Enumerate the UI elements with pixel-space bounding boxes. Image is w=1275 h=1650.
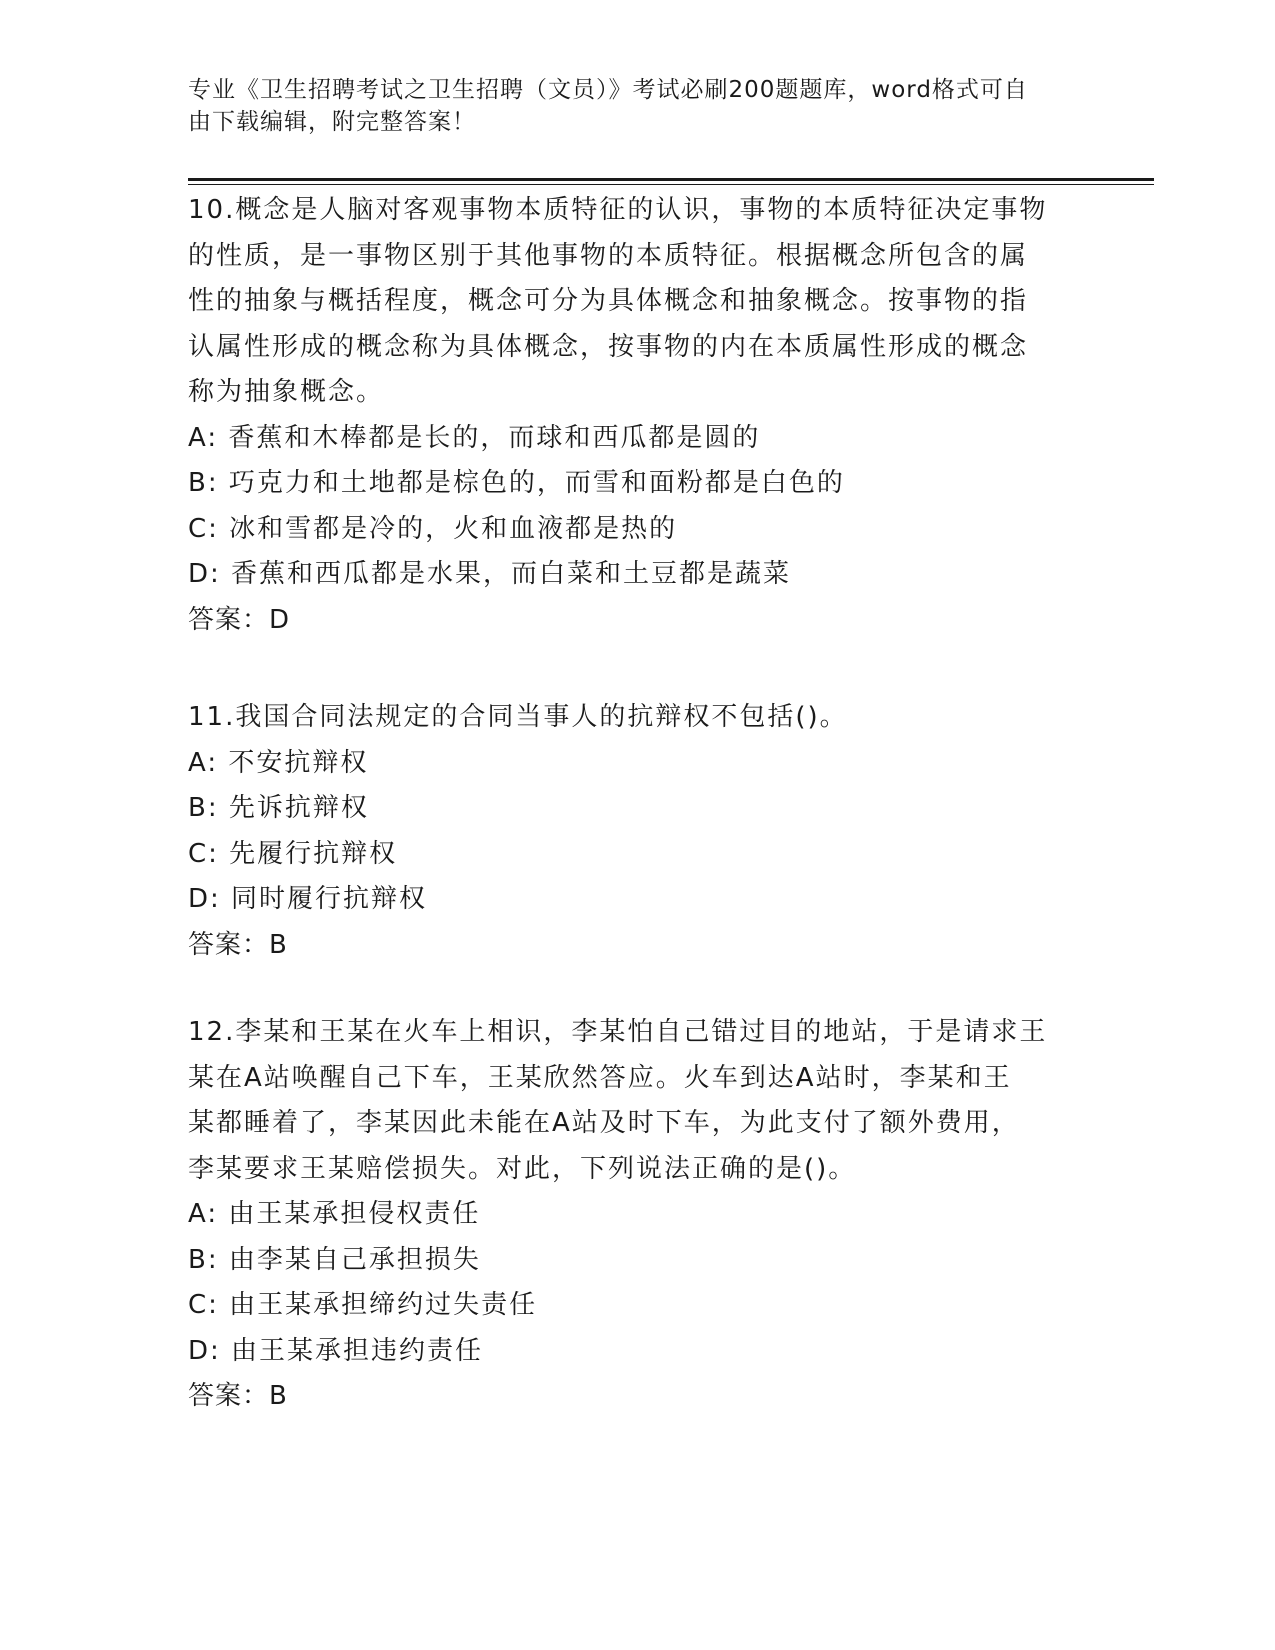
option-c: C: 冰和雪都是冷的，火和血液都是热的 [188,513,678,544]
header-rule-thin [188,184,1154,185]
question-stem [188,695,1088,741]
answer-line: 答案：B [188,1381,288,1411]
answer-line: 答案：D [188,604,291,635]
document-header [188,74,1088,138]
option-d: D: 同时履行抗辩权 [188,884,428,914]
stem-line: 性的抽象与概括程度，概念可分为具体概念和抽象概念。按事物的指 [188,286,1029,316]
option-a: A: 香蕉和木棒都是长的，而球和西瓜都是圆的 [188,422,761,453]
stem-line: 10.概念是人脑对客观事物本质特征的认识，事物的本质特征决定事物 [188,195,1048,225]
option-b: B: 由李某自己承担损失 [188,1244,481,1275]
stem-line: 的性质，是一事物区别于其他事物的本质特征。根据概念所包含的属 [188,240,1029,271]
stem-line: 11.我国合同法规定的合同当事人的抗辩权不包括()。 [188,702,848,732]
option-a: A: 不安抗辩权 [188,747,369,778]
option-c: C: 由王某承担缔约过失责任 [188,1290,538,1320]
stem-line: 某都睡着了，李某因此未能在A站及时下车，为此支付了额外费用， [188,1108,1020,1138]
header-line-2: 由下载编辑，附完整答案！ [188,109,476,135]
answer-line: 答案：B [188,929,288,960]
question-11 [188,695,1088,968]
option-b: B: 先诉抗辩权 [188,793,369,823]
option-a: A: 由王某承担侵权责任 [188,1199,481,1229]
option-c: C: 先履行抗辩权 [188,838,398,869]
option-d: D: 香蕉和西瓜都是水果，而白菜和土豆都是蔬菜 [188,559,792,589]
question-stem [188,1010,1088,1192]
stem-line: 李某要求王某赔偿损失。对此，下列说法正确的是()。 [188,1153,857,1184]
question-stem [188,188,1088,416]
question-10 [188,188,1088,643]
option-d: D: 由王某承担违约责任 [188,1335,484,1366]
question-12 [188,1010,1088,1420]
stem-line: 认属性形成的概念称为具体概念，按事物的内在本质属性形成的概念 [188,331,1029,362]
stem-line: 12.李某和王某在火车上相识，李某怕自己错过目的地站，于是请求王 [188,1017,1048,1047]
stem-line: 某在A站唤醒自己下车，王某欣然答应。火车到达A站时，李某和王 [188,1062,1012,1093]
option-b: B: 巧克力和土地都是棕色的，而雪和面粉都是白色的 [188,468,845,498]
header-line-1: 专业《卫生招聘考试之卫生招聘（文员）》考试必刷200题题库，word格式可自 [188,77,1028,103]
header-rule-thick [188,178,1154,181]
stem-line: 称为抽象概念。 [188,377,385,407]
